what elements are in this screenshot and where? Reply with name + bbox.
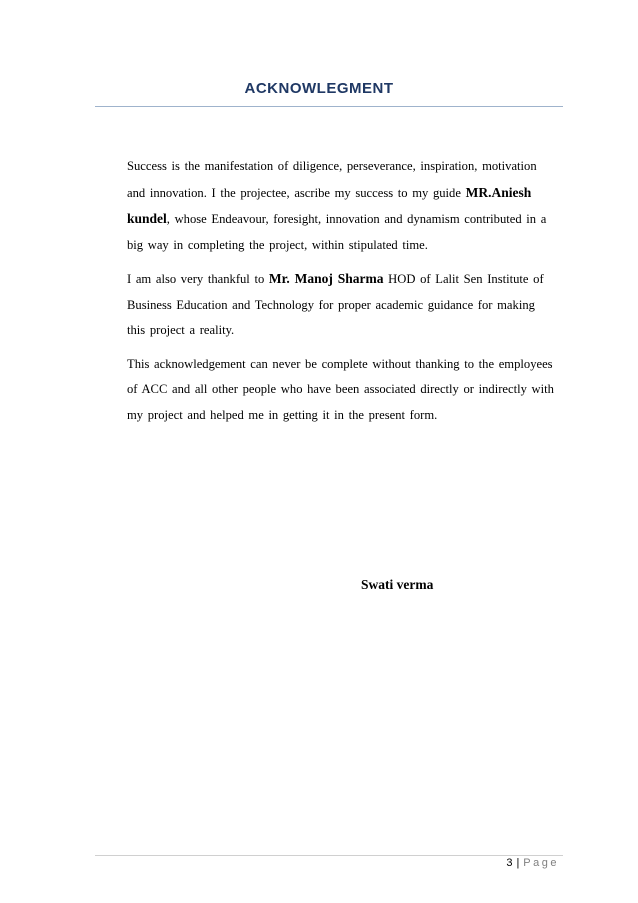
footer-divider [95,855,563,856]
guide-name: MR.Aniesh kundel [127,184,532,226]
paragraph-guide-text-end: , whose Endeavour, foresight, innovation and dynamism contributed in a big way in completing the project, within stipulated time. [127,212,547,252]
paragraph-guide [127,154,555,258]
page-footer [506,857,559,869]
page-title: ACKNOWLEGMENT [244,80,394,97]
paragraph-hod-text-start: I am also very thankful to [127,272,269,286]
page-label: Page [523,857,559,869]
paragraph-hod-text-end: HOD of Lalit Sen Institute of Business Education and Technology for proper academic guidance for making this project a reality. [127,272,544,337]
hod-name: Mr. Manoj Sharma [268,271,384,286]
paragraph-employees: This acknowledgement can never be complete without thanking to the employees of ACC and all other people who have been associated directly or indirectly with my project and helped me in getting it in the present form. [127,356,554,422]
acknowledgment-body [127,154,555,436]
signature-name: Swati verma [361,577,434,592]
page-number: 3 [506,857,513,869]
paragraph-hod [127,266,555,344]
footer-separator: | [516,857,520,869]
paragraph-guide-text-start: Success is the manifestation of diligence, perseverance, inspiration, motivation and innovation. I the projectee, ascribe my success to my guide [127,159,537,200]
title-divider [95,106,563,107]
